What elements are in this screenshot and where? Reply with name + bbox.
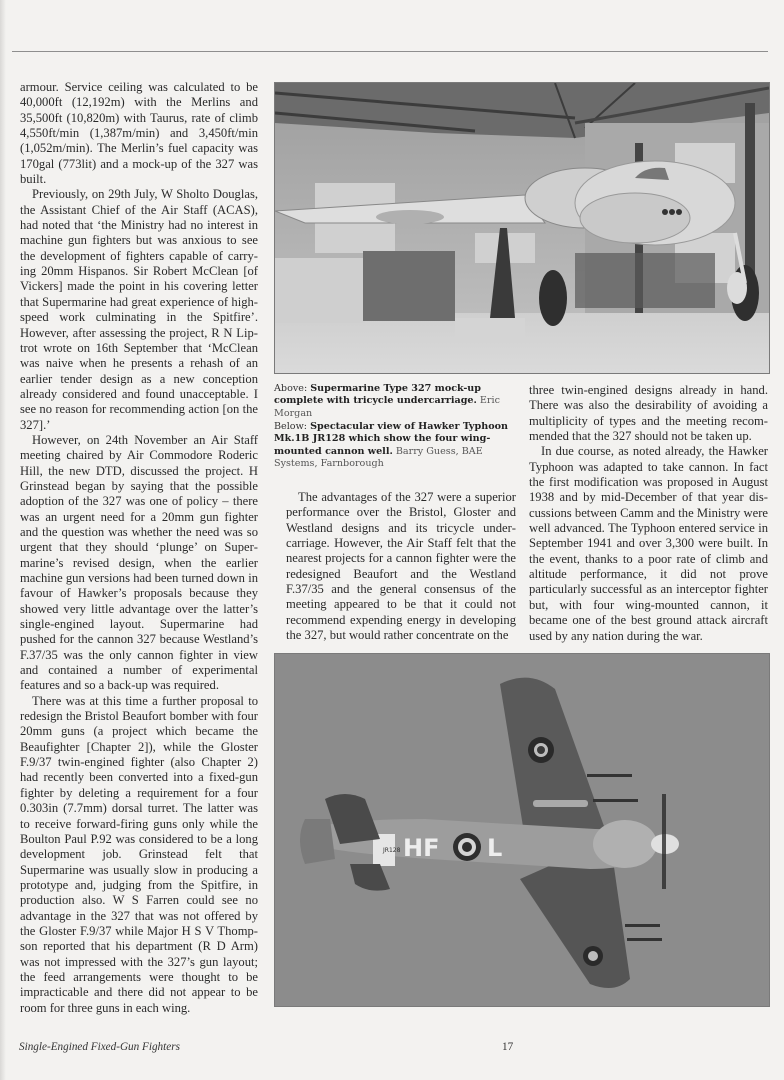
page-number: 17 [502, 1041, 514, 1053]
photo-hawker-typhoon-jr128 [274, 653, 770, 1007]
caption-below [274, 421, 514, 471]
caption-above-prefix: Above: [274, 383, 311, 394]
left-text-column [20, 80, 258, 1016]
hangar-aircraft-illustration [275, 83, 769, 373]
typhoon-aircraft-illustration [275, 654, 769, 1006]
code-letter-right: L [487, 834, 503, 862]
caption-below-credit: Barry Guess, BAE Systems, Farnborough [274, 445, 483, 470]
caption-above [274, 383, 514, 420]
code-letters: HF [403, 834, 440, 862]
footer-chapter-title: Single-Engined Fixed-Gun Fighters [19, 1041, 180, 1053]
paragraph: three twin-engined designs already in hand. There was also the desirability of avoiding a multiplicity of types and the meeting recommended that the 327 should not be taken up. [529, 383, 768, 444]
photo-supermarine-327-mockup [274, 82, 770, 374]
paragraph: In due course, as noted already, the Hawker Typhoon was adapted to take cannon. In fact the first modification was proposed in August 1938 and by mid-December of that year discussions between Camm and the Ministry were well advanced. The Typhoon entered service in September 1941 and over 3,300 were built. In the event, thanks to a poor rate of climb and altitude performance, it did not prove particularly successful as an interceptor fighter but, with four wing-mounted cannon, it became one of the best ground attack aircraft used by any nation during the war. [529, 444, 768, 643]
page-edge-shadow [0, 0, 6, 1080]
caption-below-text: Spectacular view of Hawker Typhoon Mk.1B JR128 which show the four wing-mounted cannon well. [274, 421, 508, 457]
paragraph: However, on 24th November an Air Staff meeting chaired by Air Commodore Roderic Hill, the new DTD, discussed the project. H Grinstead began by saying that the possible adoption of the 327 was one of policy – there was an urgent need for a 20mm gun fighter and the question was whether the need was so urgent that they should ‘plunge’ on Supermarine’s revised design, when the earlier machine gun versions had been turned down in favour of Hawker’s proposals because they showed very little advantage over the latter’s single-engined layout. Supermarine had pushed for the cannon 327 because Westland’s F.37/35 was the only cannon fighter in view and contained a number of experimental features and so a back-up was required. [20, 432, 258, 693]
serial-number: JR128 [383, 847, 401, 854]
caption-above-credit: Eric Morgan [274, 395, 500, 419]
paragraph: armour. Service ceiling was calculated to be 40,000ft (12,192m) with the Merlins and 35,500ft (10,820m) with Taurus, rate of climb 4,550ft/min (1,387m/min) and 3,450ft/min (1,052m/min). The Merlin’s fuel capacity was 170gal (773lit) and a mock-up of the 327 was built. [20, 80, 258, 187]
right-text-column [529, 383, 768, 644]
paragraph: The advantages of the 327 were a superior performance over the Bristol, Gloster and Westland designs and its tricycle undercarriage. However, the Air Staff felt that the nearest projects for a cannon fighter were the redesigned Beaufort and the Westland F.37/35 and the general consensus of the meeting appeared to be that it could not recommend expending energy in developing the 327, but would rather concentrate on the [286, 490, 516, 643]
header-rule [12, 51, 768, 52]
paragraph: There was at this time a further proposal to redesign the Bristol Beaufort bomber with four 20mm guns (a project which became the Beaufighter [Chapter 2]), while the Gloster F.9/37 twin-engined fighter (also Chapter 2) had recently been converted into a fixed-gun fighter by deleting a requirement for a four 0.303in (7.7mm) dorsal turret. The latter was to receive forward-firing guns only while the Boulton Paul P.92 was considered to be a long development job. Grinstead felt that Supermarine was usually slow in producing a prototype and, judging from the Spitfire, in production also. W S Farren could see no advantage in the 327 that was not offered by the Gloster F.9/37 while Major H S V Thompson reported that his department (R D Arm) was not impressed with the 327’s gun layout; the feed arrangements were thought to be impracticable and there did not appear to be room for three guns in each wing. [20, 693, 258, 1015]
paragraph: Previously, on 29th July, W Sholto Douglas, the Assistant Chief of the Air Staff (ACAS), had noted that ‘the Ministry had no interest in machine gun fighters but was anxious to see the development of fighters capable of carrying 20mm Hispanos. Sir Robert McClean [of Vickers] made the point in his covering letter that Supermarine had great experience of high-speed work culminating in the Spitfire’. However, after assessing the project, R N Liptrot wrote on 16th September that ‘McClean was naive when he presents a rehash of an earlier tender design as a new conception already considered and found unacceptable. I see no reason for recommending action [on the 327].’ [20, 187, 258, 432]
caption-below-prefix: Below: [274, 421, 311, 432]
middle-text-column [286, 490, 516, 643]
caption-above-text: Supermarine Type 327 mock-up complete with tricycle undercarriage. [274, 383, 481, 407]
